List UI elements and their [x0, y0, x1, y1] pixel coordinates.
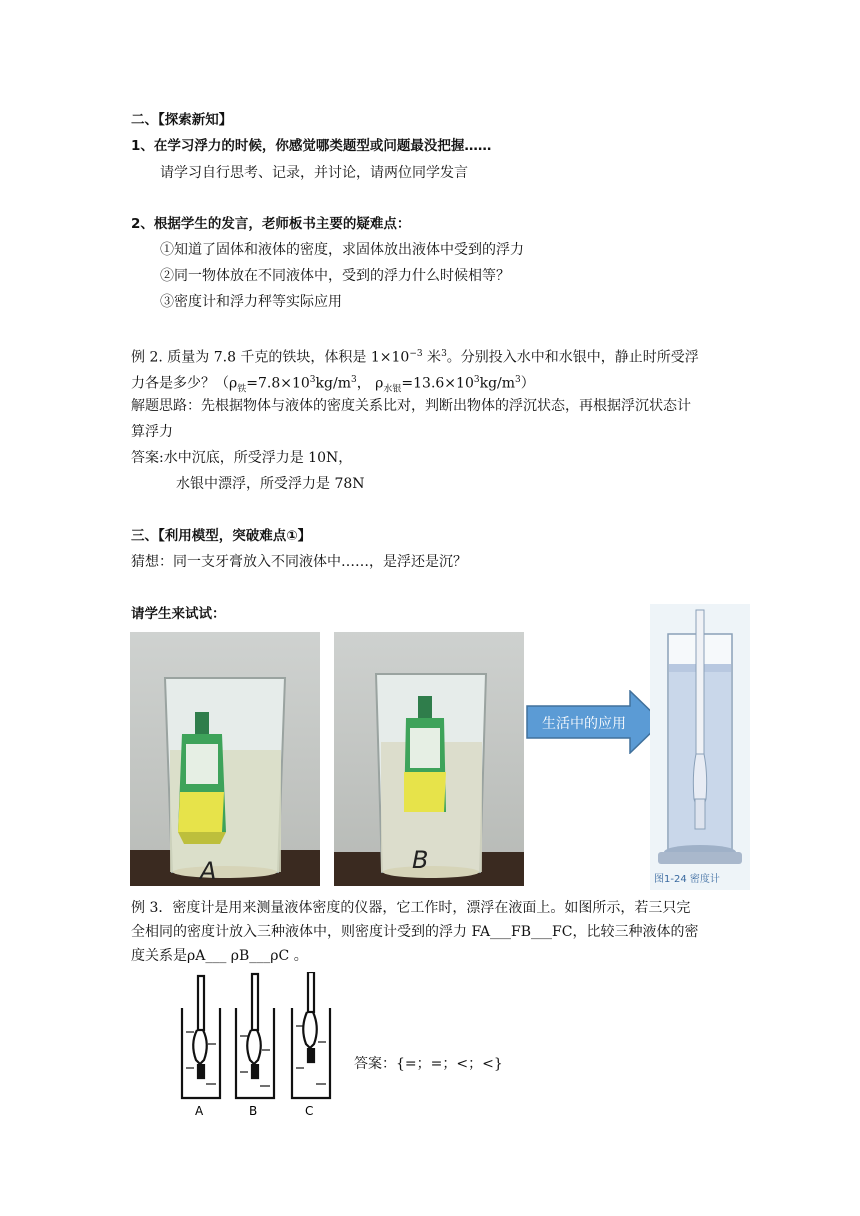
section2-heading: 二、【探索新知】 — [131, 112, 233, 128]
question-1-note: 请学习自行思考、记录，并讨论，请两位同学发言 — [160, 165, 468, 181]
photo-toothpaste-a — [130, 632, 320, 886]
point-1: ①知道了固体和液体的密度，求固体放出液体中受到的浮力 — [160, 242, 524, 258]
photo-label-b: B — [412, 846, 429, 874]
label-a: A — [195, 1104, 204, 1118]
example2-answer-line1: 答案:水中沉底，所受浮力是 10N， — [131, 450, 353, 466]
example2-idea-line1: 解题思路：先根据物体与液体的密度关系比对，判断出物体的浮沉状态，再根据浮沉状态计 — [131, 398, 691, 414]
example2-line1: 例 2. 质量为 7.8 千克的铁块，体积是 $1\times 10^{-3}$ 米$^3$。分别投入水中和水银中，静止时所受浮 — [131, 349, 699, 366]
point-3: ③密度计和浮力秤等实际应用 — [160, 294, 342, 310]
label-c: C — [305, 1104, 314, 1118]
example2-line2: 力各是多少？（$\rho_铁=7.8\times 10^3kg/m^3$， $\rho_{水银}=13.6\times 10^3kg/m^3$） — [131, 375, 535, 395]
example3-answer: 答案：{=；=；<；<} — [354, 1056, 503, 1072]
arrow-label: 生活中的应用 — [542, 716, 626, 732]
label-b: B — [249, 1104, 258, 1118]
photo-toothpaste-b — [334, 632, 524, 886]
hydrometer-caption: 图1-24 密度计 — [654, 874, 720, 885]
try-label: 请学生来试试： — [131, 606, 226, 622]
question-2: 2、根据学生的发言，老师板书主要的疑难点： — [131, 216, 411, 232]
guess-text: 猜想：同一支牙膏放入不同液体中……，是浮还是沉？ — [131, 554, 467, 570]
example3-line2: 全相同的密度计放入三种液体中，则密度计受到的浮力 FA___FB___FC，比较三种液体的密 — [131, 924, 699, 940]
example3-line3: 度关系是ρA___ ρB___ρC 。 — [131, 948, 308, 964]
point-2: ②同一物体放在不同液体中，受到的浮力什么时候相等？ — [160, 268, 510, 284]
example2-idea-line2: 算浮力 — [131, 424, 173, 440]
section3-heading: 三、【利用模型，突破难点①】 — [131, 528, 312, 544]
photo-label-a: A — [200, 857, 217, 885]
example3-line1: 例 3．密度计是用来测量液体密度的仪器，它工作时，漂浮在液面上。如图所示，若三只完 — [131, 900, 691, 916]
question-1: 1、在学习浮力的时候，你感觉哪类题型或问题最没把握…… — [131, 138, 492, 154]
example2-answer-line2: 水银中漂浮，所受浮力是 78N — [176, 476, 365, 492]
hydrometer-image — [650, 604, 750, 890]
three-hydrometers-diagram — [176, 972, 336, 1118]
